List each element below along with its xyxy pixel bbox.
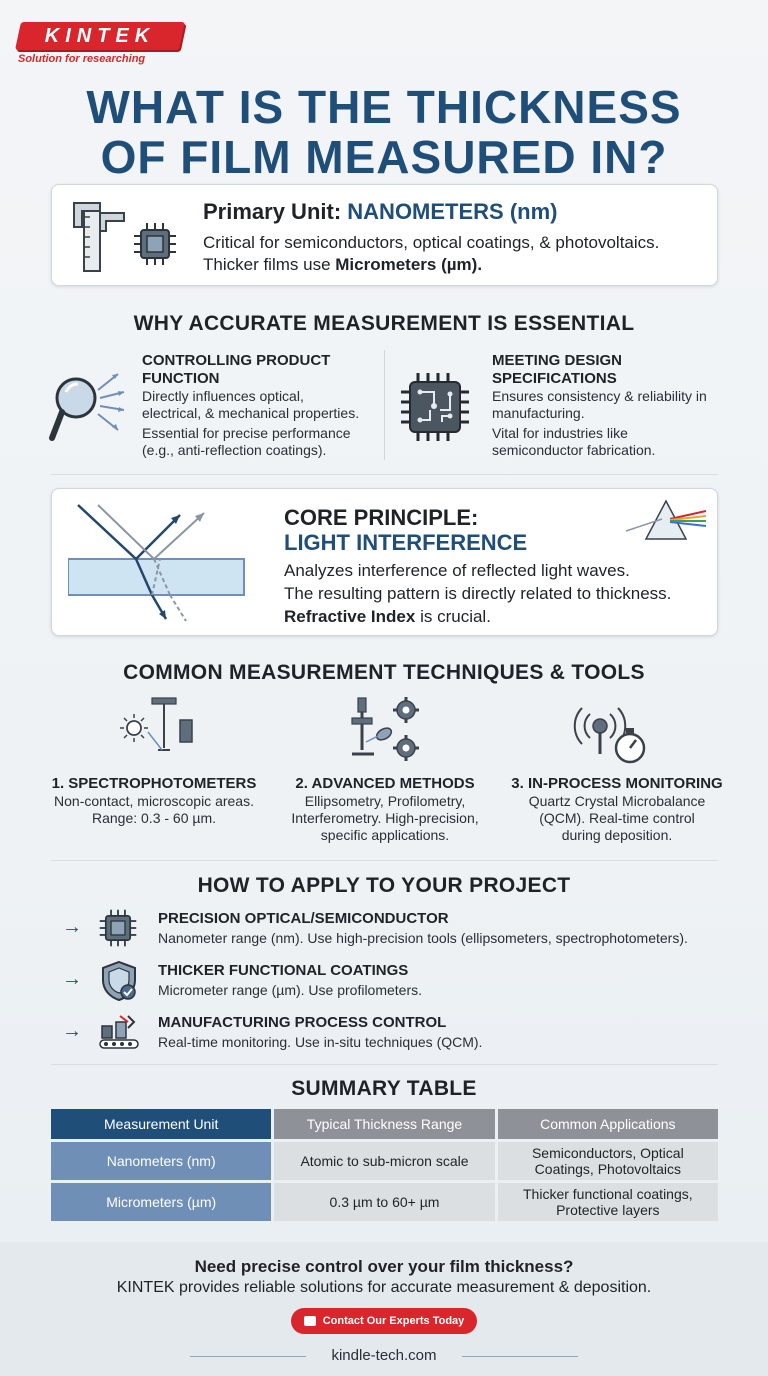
- technique-3-line-1: Quartz Crystal Microbalance: [528, 793, 706, 809]
- why-right-title-2: SPECIFICATIONS: [492, 370, 617, 387]
- thicker-prefix: Thicker films use: [203, 255, 331, 274]
- technique-3-line-3: during deposition.: [561, 827, 673, 843]
- table-cell-apps-line-2: Coatings, Photovoltaics: [534, 1161, 681, 1177]
- cta-statement: KINTEK provides reliable solutions for accurate measurement & deposition.: [116, 1279, 652, 1296]
- advanced-methods-icon: [344, 694, 426, 766]
- thicker-unit: Micrometers (µm).: [335, 255, 483, 274]
- technique-2-line-1: Ellipsometry, Profilometry,: [304, 793, 466, 809]
- table-cell-unit: Nanometers (nm): [51, 1142, 271, 1180]
- apply-heading: HOW TO APPLY TO YOUR PROJECT: [197, 874, 571, 897]
- why-left-p1-1: Directly influences optical,: [142, 388, 304, 404]
- arrow-right-icon: →: [62, 968, 82, 990]
- why-right-p2-1: Vital for industries like: [492, 425, 628, 441]
- core-line-2: The resulting pattern is directly related to thickness.: [284, 584, 672, 603]
- technique-2-title: 2. ADVANCED METHODS: [295, 775, 475, 792]
- section-divider: [51, 474, 718, 475]
- primary-unit-desc: Critical for semiconductors, optical coatings, & photovoltaics.: [203, 233, 660, 252]
- primary-unit-label: Primary Unit:: [203, 199, 342, 224]
- why-left-p2-1: Essential for precise performance: [142, 425, 351, 441]
- technique-advanced-methods: [270, 775, 500, 844]
- prism-icon: [624, 497, 708, 545]
- arrow-right-icon: →: [62, 1020, 82, 1042]
- why-left-p1-2: electrical, & mechanical properties.: [142, 405, 360, 421]
- factory-conveyor-icon: [98, 1012, 140, 1052]
- summary-table: [48, 1106, 721, 1224]
- caliper-icon: [70, 197, 128, 275]
- why-heading: WHY ACCURATE MEASUREMENT IS ESSENTIAL: [133, 312, 635, 335]
- magnifier-icon: [48, 368, 130, 444]
- core-title-2: LIGHT INTERFERENCE: [284, 530, 528, 555]
- section-divider: [51, 1064, 718, 1065]
- why-left-title-1: CONTROLLING PRODUCT: [142, 352, 331, 369]
- circuit-chip-icon: [398, 370, 472, 444]
- table-cell-apps: [498, 1142, 718, 1180]
- summary-table-wrap: [48, 1106, 721, 1224]
- technique-in-process: [500, 775, 734, 844]
- table-row: [51, 1183, 718, 1221]
- table-cell-range: 0.3 µm to 60+ µm: [274, 1183, 494, 1221]
- apply-item-manufacturing: [62, 1010, 742, 1058]
- table-cell-apps-line-1: Thicker functional coatings,: [523, 1186, 693, 1202]
- light-interference-diagram: [68, 499, 248, 629]
- technique-1-line-2: Range: 0.3 - 60 µm.: [91, 810, 217, 826]
- core-line-3-rest: is crucial.: [420, 607, 491, 626]
- apply-2-title: THICKER FUNCTIONAL COATINGS: [158, 962, 409, 979]
- table-header-unit: Measurement Unit: [51, 1109, 271, 1139]
- title-line-2: OF FILM MEASURED IN?: [100, 131, 668, 183]
- core-principle-card: [51, 488, 718, 636]
- primary-unit-value: NANOMETERS (nm): [347, 199, 558, 224]
- technique-1-line-1: Non-contact, microscopic areas.: [54, 793, 254, 809]
- table-row: [51, 1142, 718, 1180]
- contact-experts-label: Contact Our Experts Today: [322, 1315, 465, 1327]
- why-left-title-2: FUNCTION: [142, 370, 220, 387]
- logo-tagline: Solution for researching: [18, 53, 146, 65]
- table-cell-unit: Micrometers (µm): [51, 1183, 271, 1221]
- summary-heading: SUMMARY TABLE: [291, 1077, 477, 1100]
- table-header-range: Typical Thickness Range: [274, 1109, 494, 1139]
- why-right-p2-2: semiconductor fabrication.: [492, 442, 656, 458]
- spectrophotometer-icon: [118, 694, 200, 762]
- apply-3-desc: Real-time monitoring. Use in-situ techniques (QCM).: [158, 1034, 483, 1050]
- why-right-p1-1: Ensures consistency & reliability in: [492, 388, 707, 404]
- core-title-1: CORE PRINCIPLE:: [284, 505, 479, 530]
- apply-2-desc: Micrometer range (µm). Use profilometers.: [158, 982, 423, 998]
- table-cell-apps-line-2: Protective layers: [556, 1202, 660, 1218]
- footer-line-right: [462, 1356, 578, 1357]
- table-cell-range: Atomic to sub-micron scale: [274, 1142, 494, 1180]
- apply-item-precision: [62, 906, 742, 954]
- technique-2-line-2: Interferometry. High-precision,: [291, 810, 479, 826]
- table-header-apps: Common Applications: [498, 1109, 718, 1139]
- core-line-3-bold: Refractive Index: [284, 607, 416, 626]
- website-link[interactable]: kindle-tech.com: [331, 1347, 437, 1364]
- technique-3-line-2: (QCM). Real-time control: [539, 810, 695, 826]
- apply-3-title: MANUFACTURING PROCESS CONTROL: [158, 1014, 447, 1031]
- apply-item-coatings: [62, 958, 742, 1006]
- arrow-right-icon: →: [62, 916, 82, 938]
- section-divider: [51, 860, 718, 861]
- primary-unit-card: [51, 184, 718, 286]
- apply-1-desc: Nanometer range (nm). Use high-precision tools (ellipsometers, spectrophotometers).: [158, 930, 688, 946]
- contact-experts-button[interactable]: [291, 1308, 477, 1334]
- table-cell-apps: [498, 1183, 718, 1221]
- title-line-1: WHAT IS THE THICKNESS: [86, 81, 682, 133]
- shield-icon: [100, 960, 138, 1002]
- cta-question: Need precise control over your film thickness?: [194, 1257, 574, 1276]
- technique-1-title: 1. SPECTROPHOTOMETERS: [51, 775, 257, 792]
- table-header-row: [51, 1109, 718, 1139]
- why-left-p2-2: (e.g., anti-reflection coatings).: [142, 442, 327, 458]
- why-vertical-divider: [384, 350, 385, 460]
- logo: KINTEK: [44, 25, 156, 47]
- technique-3-title: 3. IN-PROCESS MONITORING: [511, 775, 723, 792]
- technique-2-line-3: specific applications.: [320, 827, 450, 843]
- chip-icon: [132, 221, 178, 267]
- message-icon: [304, 1316, 316, 1326]
- apply-1-title: PRECISION OPTICAL/SEMICONDUCTOR: [158, 910, 449, 927]
- table-cell-apps-line-1: Semiconductors, Optical: [531, 1145, 684, 1161]
- why-right-title-1: MEETING DESIGN: [492, 352, 623, 369]
- page-title: [0, 82, 768, 182]
- technique-spectrophotometers: [44, 775, 264, 827]
- techniques-heading: COMMON MEASUREMENT TECHNIQUES & TOOLS: [123, 661, 645, 684]
- chip-icon: [98, 908, 138, 948]
- why-right-p1-2: manufacturing.: [492, 405, 585, 421]
- core-line-1: Analyzes interference of reflected light waves.: [284, 561, 630, 580]
- in-process-monitoring-icon: [568, 694, 654, 768]
